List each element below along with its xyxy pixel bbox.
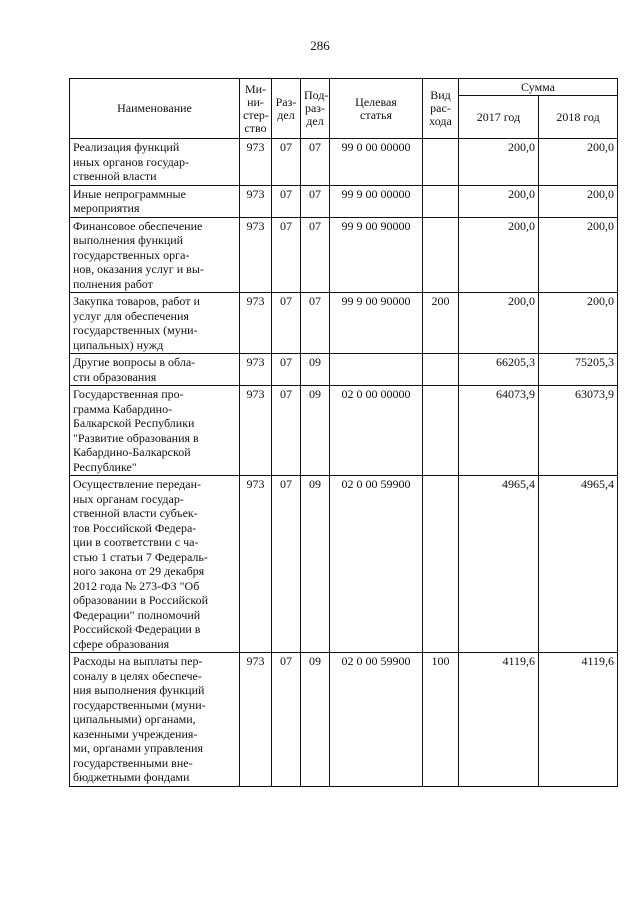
cell-expense-type: 200 [423, 293, 459, 354]
cell-name: Финансовое обеспечение выполнения функций государственных орга- нов, оказания услуг и вы- полнения работ [70, 217, 240, 293]
cell-section: 07 [272, 217, 301, 293]
cell-name: Другие вопросы в обла- сти образования [70, 354, 240, 386]
cell-target: 02 0 00 59900 [330, 476, 423, 653]
header-section: Раз- дел [272, 79, 301, 139]
header-subsection: Под- раз- дел [301, 79, 330, 139]
cell-expense-type [423, 476, 459, 653]
cell-expense-type [423, 217, 459, 293]
cell-section: 07 [272, 185, 301, 217]
cell-target: 99 9 00 90000 [330, 293, 423, 354]
cell-subsection: 07 [301, 293, 330, 354]
cell-subsection: 07 [301, 185, 330, 217]
cell-sum-2017: 200,0 [459, 217, 539, 293]
cell-name: Расходы на выплаты пер- соналу в целях обеспече- ния выполнения функций государственными (муни- ципальными) органами, казенными учреждения- ми, органами управления государственными вне- бюджетными фондами [70, 653, 240, 787]
header-sum: Сумма [459, 79, 618, 96]
cell-subsection: 09 [301, 476, 330, 653]
cell-expense-type [423, 354, 459, 386]
budget-table [69, 78, 618, 787]
cell-ministry: 973 [240, 217, 272, 293]
cell-ministry: 973 [240, 185, 272, 217]
cell-target: 99 9 00 00000 [330, 185, 423, 217]
cell-sum-2017: 4119,6 [459, 653, 539, 787]
cell-target: 02 0 00 00000 [330, 386, 423, 476]
cell-expense-type: 100 [423, 653, 459, 787]
cell-sum-2018: 63073,9 [539, 386, 618, 476]
cell-name: Государственная про- грамма Кабардино- Балкарской Республики "Развитие образования в Кабардино-Балкарской Республике" [70, 386, 240, 476]
header-expense-type: Вид рас- хода [423, 79, 459, 139]
table-row [70, 354, 618, 386]
cell-sum-2018: 200,0 [539, 185, 618, 217]
header-target: Целевая статья [330, 79, 423, 139]
table-body [70, 139, 618, 787]
page-number: 286 [310, 38, 330, 53]
table-header [70, 79, 618, 139]
cell-target: 02 0 00 59900 [330, 653, 423, 787]
cell-name: Осуществление передан- ных органам государ- ственной власти субъек- тов Российской Федера- ции в соответствии с ча- стью 1 статьи 7 Федераль- ного закона от 29 декабря 2012 года № 273-ФЗ "Об образовании в Российской Федерации" полномочий Российской Федерации в сфере образования [70, 476, 240, 653]
table-row [70, 139, 618, 186]
table-row [70, 293, 618, 354]
cell-expense-type [423, 139, 459, 186]
cell-expense-type [423, 386, 459, 476]
cell-sum-2017: 200,0 [459, 293, 539, 354]
cell-name: Реализация функций иных органов государ- ственной власти [70, 139, 240, 186]
cell-ministry: 973 [240, 476, 272, 653]
cell-sum-2017: 4965,4 [459, 476, 539, 653]
cell-expense-type [423, 185, 459, 217]
table-row [70, 217, 618, 293]
cell-target [330, 354, 423, 386]
cell-ministry: 973 [240, 139, 272, 186]
cell-name: Иные непрограммные мероприятия [70, 185, 240, 217]
cell-sum-2017: 64073,9 [459, 386, 539, 476]
cell-target: 99 9 00 90000 [330, 217, 423, 293]
cell-target: 99 0 00 00000 [330, 139, 423, 186]
cell-section: 07 [272, 476, 301, 653]
cell-subsection: 09 [301, 354, 330, 386]
cell-subsection: 07 [301, 139, 330, 186]
cell-section: 07 [272, 354, 301, 386]
cell-section: 07 [272, 386, 301, 476]
cell-sum-2017: 200,0 [459, 139, 539, 186]
cell-sum-2018: 4119,6 [539, 653, 618, 787]
header-ministry: Ми- ни- стер- ство [240, 79, 272, 139]
header-year-2018: 2018 год [539, 96, 618, 139]
table-row [70, 476, 618, 653]
cell-sum-2018: 200,0 [539, 293, 618, 354]
cell-ministry: 973 [240, 386, 272, 476]
cell-section: 07 [272, 139, 301, 186]
cell-subsection: 07 [301, 217, 330, 293]
table-row [70, 185, 618, 217]
table-row [70, 653, 618, 787]
cell-ministry: 973 [240, 354, 272, 386]
cell-ministry: 973 [240, 653, 272, 787]
table-row [70, 386, 618, 476]
cell-sum-2018: 4965,4 [539, 476, 618, 653]
cell-section: 07 [272, 653, 301, 787]
cell-name: Закупка товаров, работ и услуг для обеспечения государственных (муни- ципальных) нужд [70, 293, 240, 354]
cell-sum-2018: 200,0 [539, 139, 618, 186]
cell-section: 07 [272, 293, 301, 354]
cell-sum-2017: 66205,3 [459, 354, 539, 386]
cell-sum-2017: 200,0 [459, 185, 539, 217]
cell-subsection: 09 [301, 386, 330, 476]
header-name: Наименование [70, 79, 240, 139]
cell-ministry: 973 [240, 293, 272, 354]
cell-subsection: 09 [301, 653, 330, 787]
cell-sum-2018: 75205,3 [539, 354, 618, 386]
cell-sum-2018: 200,0 [539, 217, 618, 293]
header-year-2017: 2017 год [459, 96, 539, 139]
